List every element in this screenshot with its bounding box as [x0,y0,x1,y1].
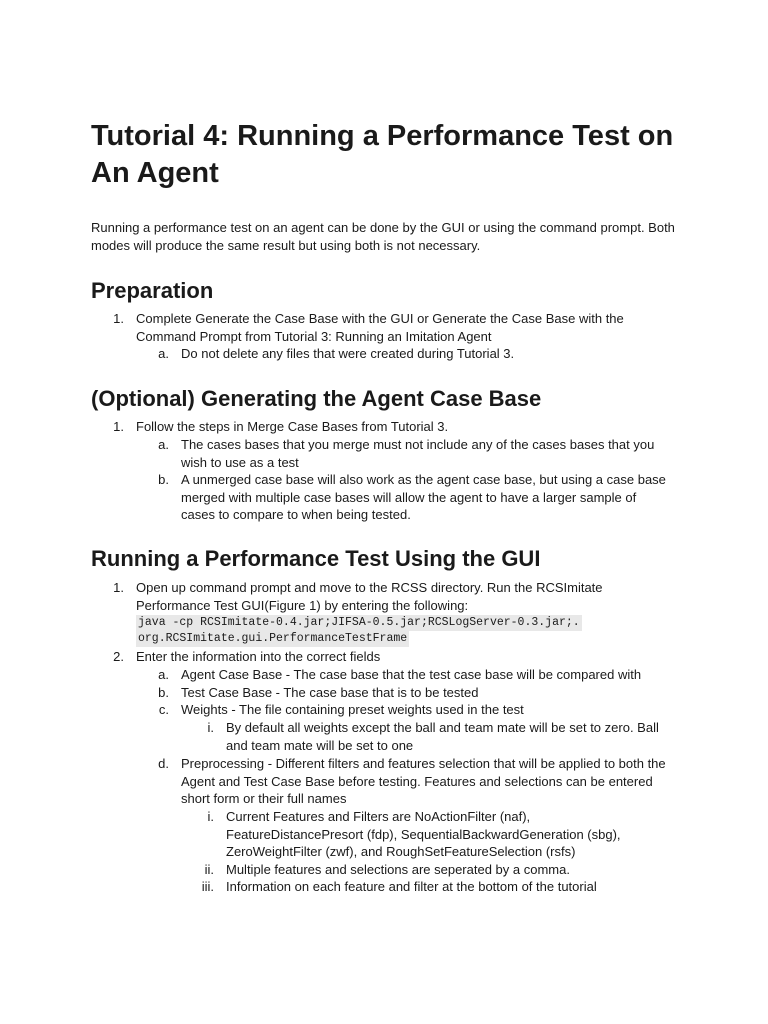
list-item: Follow the steps in Merge Case Bases from Tutorial 3. [136,419,449,434]
list-marker: b. [158,685,169,700]
page-title: Tutorial 4: Running a Performance Test on An Agent [91,120,674,189]
code-line: java -cp RCSImitate-0.4.jar;JIFSA-0.5.jar;RCSLogServer-0.3.jar;. [138,616,580,629]
list-marker: 1. [113,580,124,595]
list-marker: a. [158,346,169,361]
list-marker: 1. [113,311,124,326]
list-marker: a. [158,437,169,452]
list-item: Complete Generate the Case Base with the GUI or Generate the Case Base with the Command Prompt from Tutorial 3: Running an Imitation Agent [136,311,624,344]
list-item: Information on each feature and filter at the bottom of the tutorial [226,879,597,894]
list-marker: i. [207,809,214,824]
code-line: org.RCSImitate.gui.PerformanceTestFrame [138,632,408,645]
list-marker: a. [158,667,169,682]
list-marker: d. [158,756,169,771]
list-item: Current Features and Filters are NoActionFilter (naf), FeatureDistancePresort (fdp), SequentialBackwardGeneration (sbg), ZeroWeightFilter (zwf), and RoughSetFeatureSelection (rsfs) [226,809,621,859]
list-item: Enter the information into the correct fields [136,649,381,664]
list-marker: ii. [204,862,214,877]
list-marker: c. [158,702,169,717]
intro-paragraph: Running a performance test on an agent can be done by the GUI or using the command prompt. Both modes will produce the same result but using both is not necessary. [91,220,675,253]
list-item: Do not delete any files that were created during Tutorial 3. [181,346,515,361]
list-item: Test Case Base - The case base that is to be tested [181,685,479,700]
list-item: Multiple features and selections are seperated by a comma. [226,862,570,877]
list-item: By default all weights except the ball and team mate will be set to zero. Ball and team mate will be set to one [226,720,659,753]
list-item: The cases bases that you merge must not include any of the cases bases that you wish to use as a test [181,437,655,470]
list-marker: 1. [113,419,124,434]
list-item: A unmerged case base will also work as the agent case base, but using a case base merged with multiple case bases will allow the agent to have a larger sample of cases to compare to when being tested. [181,472,666,522]
list-item: Open up command prompt and move to the RCSS directory. Run the RCSImitate Performance Test GUI(Figure 1) by entering the following: [136,580,603,613]
list-item: Preprocessing - Different filters and features selection that will be applied to both the Agent and Test Case Base before testing. Features and selections can be entered short form or their full names [181,756,666,806]
list-marker: iii. [201,879,214,894]
preparation-heading: Preparation [91,278,214,303]
optional-heading: (Optional) Generating the Agent Case Base [91,386,542,411]
list-marker: b. [158,472,169,487]
list-item: Weights - The file containing preset weights used in the test [181,702,524,717]
gui-heading: Running a Performance Test Using the GUI [91,546,541,571]
list-marker: 2. [113,649,124,664]
list-marker: i. [207,720,214,735]
list-item: Agent Case Base - The case base that the test case base will be compared with [181,667,642,682]
